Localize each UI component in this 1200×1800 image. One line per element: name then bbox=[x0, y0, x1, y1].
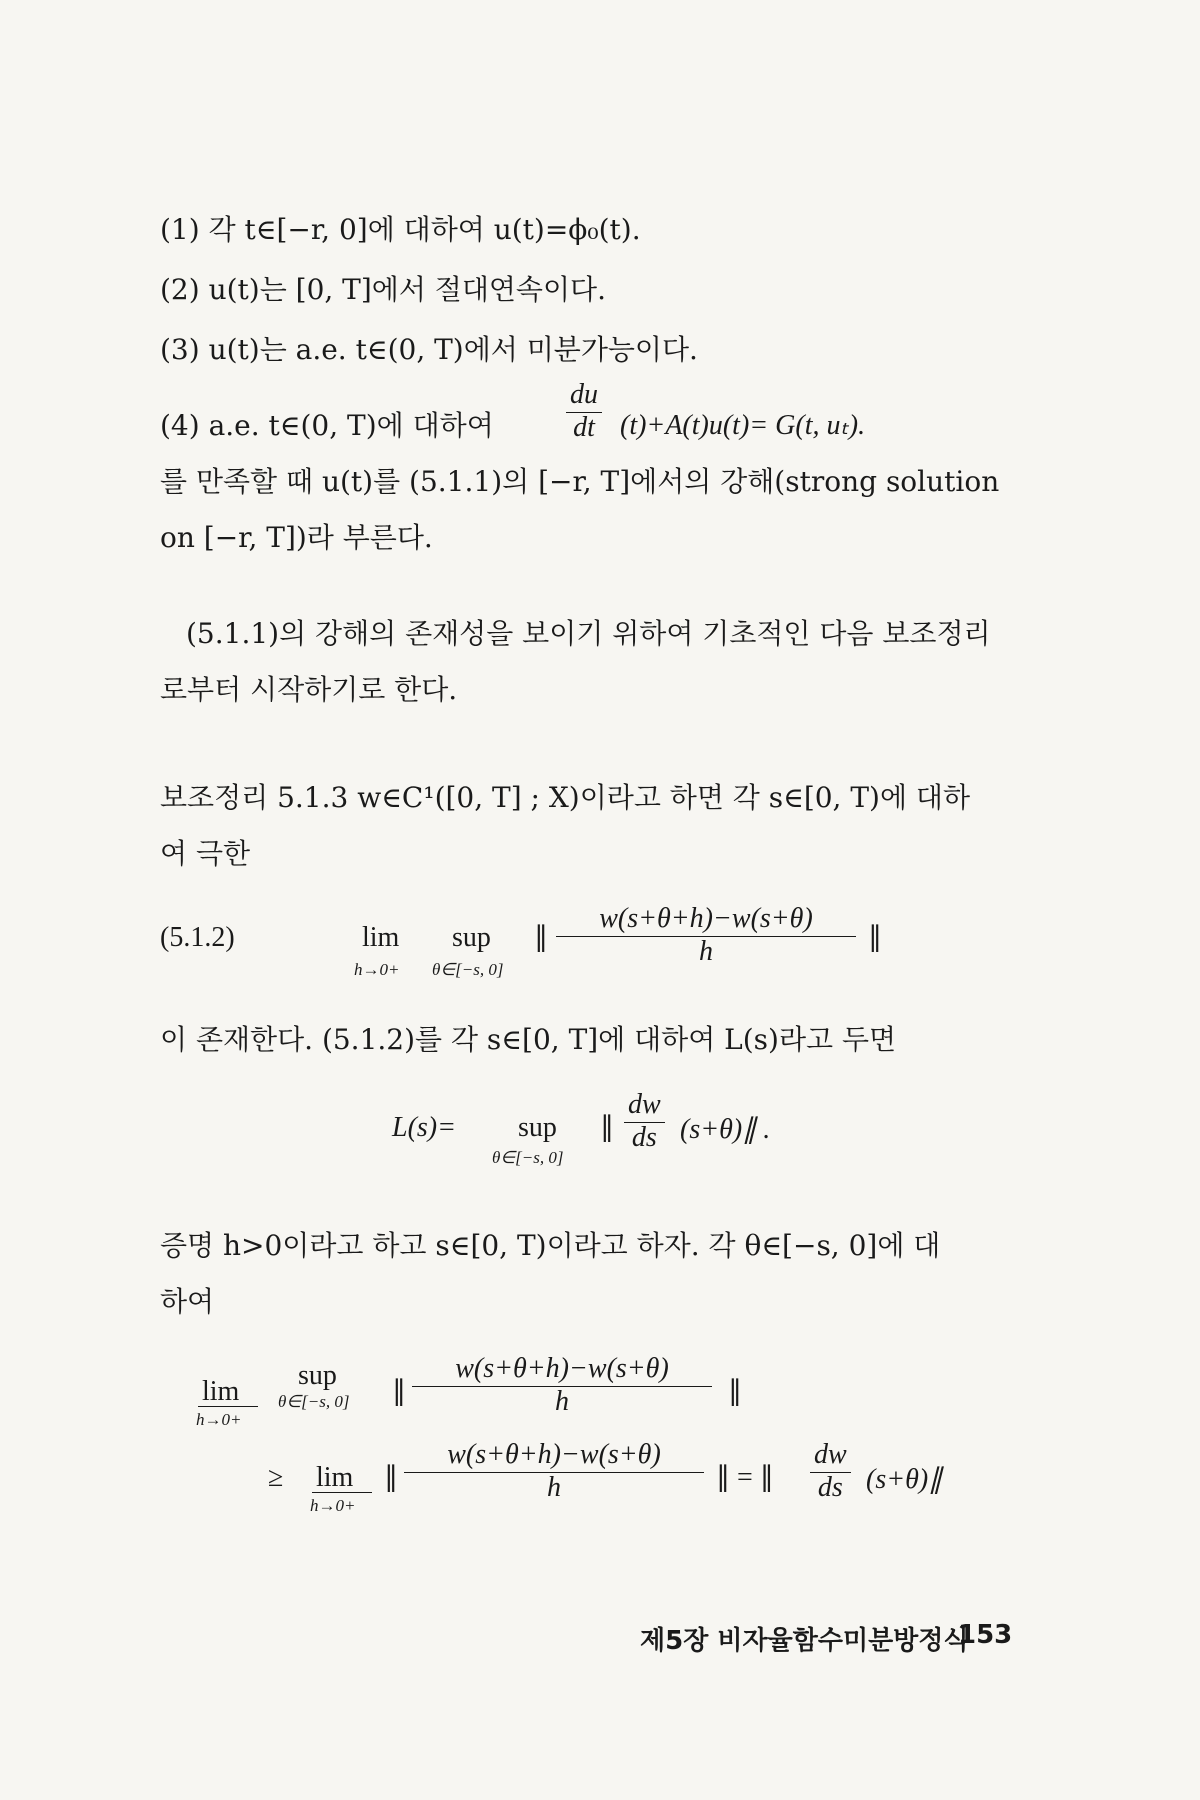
lim-operator: lim bbox=[316, 1462, 354, 1493]
condition-4-fraction bbox=[566, 380, 602, 443]
lim-subscript: h→0+ bbox=[196, 1410, 242, 1429]
norm-left: ∥ bbox=[534, 922, 548, 953]
difference-quotient bbox=[412, 1354, 712, 1417]
difference-quotient bbox=[404, 1440, 704, 1503]
norm-right: ∥ bbox=[728, 1376, 742, 1407]
condition-3: (3) u(t)는 a.e. t∈(0, T)에서 미분가능이다. bbox=[160, 333, 698, 366]
fraction-denominator: h bbox=[699, 936, 713, 967]
fraction-numerator: w(s+θ+h)−w(s+θ) bbox=[412, 1354, 712, 1387]
derivative-fraction bbox=[810, 1440, 851, 1503]
lim-underline bbox=[312, 1492, 372, 1493]
L-s-tail: (s+θ)∥ . bbox=[680, 1114, 771, 1145]
sup-subscript: θ∈[−s, 0] bbox=[432, 960, 504, 979]
condition-4-equation: (t)+A(t)u(t)= G(t, uₜ). bbox=[620, 410, 866, 441]
paragraph-2-line-1: (5.1.1)의 강해의 존재성을 보이기 위하여 기초적인 다음 보조정리 bbox=[186, 617, 991, 650]
fraction-numerator: dw bbox=[810, 1440, 851, 1473]
fraction-denominator: dt bbox=[573, 412, 595, 443]
inequality-tail: (s+θ)∥ bbox=[866, 1464, 943, 1495]
page-number: 153 bbox=[958, 1620, 1013, 1650]
geq-sign: ≥ bbox=[268, 1462, 284, 1493]
norm-left: ∥ bbox=[600, 1112, 614, 1143]
paragraph-2-line-2: 로부터 시작하기로 한다. bbox=[160, 673, 458, 706]
proof-line-1: 증명 h>0이라고 하고 s∈[0, T)이라고 하자. 각 θ∈[−s, 0]에 대 bbox=[160, 1229, 941, 1262]
fraction-numerator: w(s+θ+h)−w(s+θ) bbox=[404, 1440, 704, 1473]
sup-subscript: θ∈[−s, 0] bbox=[278, 1392, 350, 1411]
definition-line: 이 존재한다. (5.1.2)를 각 s∈[0, T]에 대하여 L(s)라고 두면 bbox=[160, 1023, 897, 1056]
sup-operator: sup bbox=[518, 1112, 557, 1143]
lim-subscript: h→0+ bbox=[310, 1496, 356, 1515]
L-s-lhs: L(s)= bbox=[392, 1112, 457, 1143]
derivative-fraction bbox=[624, 1090, 665, 1153]
lim-operator: lim bbox=[202, 1376, 240, 1407]
sup-subscript: θ∈[−s, 0] bbox=[492, 1148, 564, 1167]
condition-1: (1) 각 t∈[−r, 0]에 대하여 u(t)=ϕ₀(t). bbox=[160, 213, 641, 246]
fraction-numerator: w(s+θ+h)−w(s+θ) bbox=[556, 904, 856, 937]
norm-left: ∥ bbox=[392, 1376, 406, 1407]
running-footer-chapter: 제5장 비자율함수미분방정식 bbox=[640, 1626, 969, 1656]
norm-equals-norm: ∥ = ∥ bbox=[716, 1462, 774, 1493]
lemma-5-1-3-line-2: 여 극한 bbox=[160, 837, 251, 870]
fraction-numerator: du bbox=[566, 380, 602, 413]
equation-label: (5.1.2) bbox=[160, 922, 235, 953]
paragraph-1-line-1: 를 만족할 때 u(t)를 (5.1.1)의 [−r, T]에서의 강해(strong solution bbox=[160, 465, 1000, 498]
lim-underline bbox=[198, 1406, 258, 1407]
fraction-denominator: ds bbox=[817, 1472, 843, 1503]
sup-operator: sup bbox=[298, 1360, 337, 1391]
fraction-numerator: dw bbox=[624, 1090, 665, 1123]
condition-4-lead: (4) a.e. t∈(0, T)에 대하여 bbox=[160, 409, 494, 442]
norm-left: ∥ bbox=[384, 1462, 398, 1493]
condition-2: (2) u(t)는 [0, T]에서 절대연속이다. bbox=[160, 273, 606, 306]
lemma-5-1-3-line-1: 보조정리 5.1.3 w∈C¹([0, T] ; X)이라고 하면 각 s∈[0, T)에 대하 bbox=[160, 781, 971, 814]
lim-subscript: h→0+ bbox=[354, 960, 400, 979]
norm-right: ∥ bbox=[868, 922, 882, 953]
sup-operator: sup bbox=[452, 922, 491, 953]
difference-quotient bbox=[556, 904, 856, 967]
paragraph-1-line-2: on [−r, T])라 부른다. bbox=[160, 521, 433, 554]
fraction-denominator: h bbox=[555, 1386, 569, 1417]
proof-line-2: 하여 bbox=[160, 1285, 215, 1318]
fraction-denominator: h bbox=[547, 1472, 561, 1503]
fraction-denominator: ds bbox=[631, 1122, 657, 1153]
lim-operator: lim bbox=[362, 922, 400, 953]
